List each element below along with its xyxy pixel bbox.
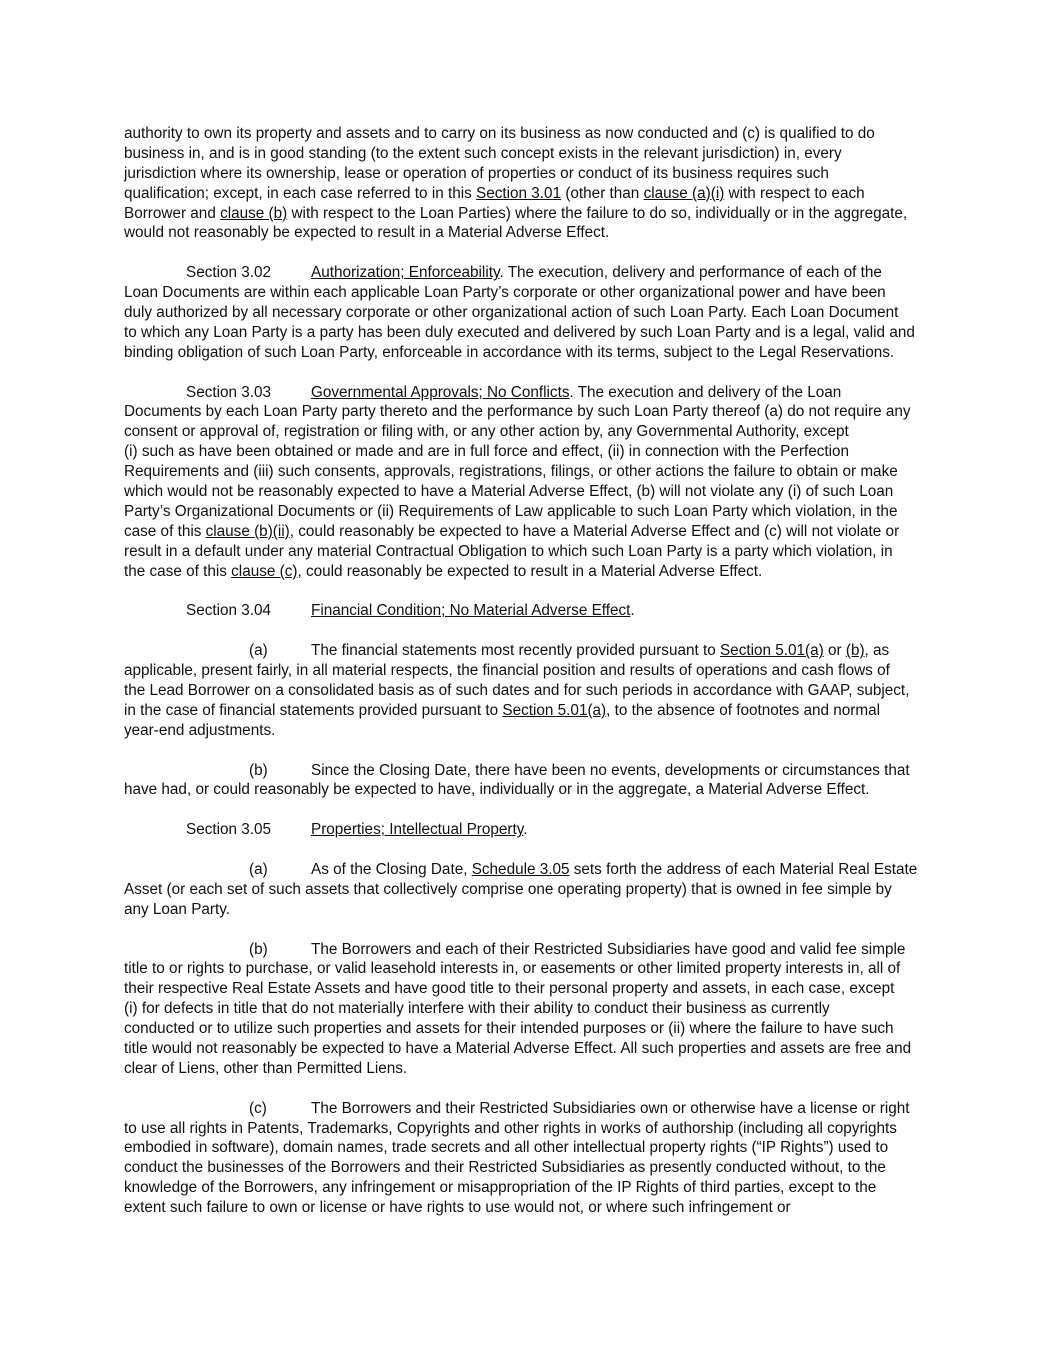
text-run: qualification; except, in each case referred to in this [124,184,477,202]
document-page [124,124,934,1218]
text-line [124,820,934,840]
text-run: title to or rights to purchase, or valid leasehold interests in, or easements or other limited property interests in, all of [124,960,901,978]
line-body [124,702,880,719]
line-body [124,205,907,222]
line-body [124,284,886,301]
cross-reference: clause (b)(ii) [205,522,290,540]
clause-label: (c) [249,1099,267,1117]
section-number: Section 3.03 [186,383,272,401]
cross-reference: Section 3.01 [476,184,562,202]
line-body [124,901,230,918]
text-line [124,1019,934,1039]
line-body [124,980,894,997]
line-body [311,761,910,781]
line-body [311,641,889,661]
text-line [124,402,934,422]
line-body [124,324,915,341]
blank-line [124,920,934,940]
text-line [124,502,934,522]
text-line [124,1178,934,1198]
blank-line [124,741,934,761]
text-run: Borrower and [124,204,221,222]
text-line [124,383,934,403]
text-line [124,1158,934,1178]
line-body [124,463,898,480]
text-run: would not reasonably be expected to result in a Material Adverse Effect. [124,224,610,242]
line-body [124,1199,791,1216]
line-body [124,543,893,560]
line-body [124,344,894,361]
text-line [124,601,934,621]
line-body [124,503,897,520]
line-body [124,1000,830,1017]
text-line [124,1198,934,1218]
blank-line [124,840,934,860]
text-line [124,263,934,283]
text-line [124,999,934,1019]
section-number: Section 3.04 [186,602,272,620]
text-run: the Lead Borrower on a consolidated basis as of such dates and for such periods in accordance with GAAP, subject, [124,681,910,699]
text-line [124,562,934,582]
text-line [124,1039,934,1059]
clause-label: (a) [249,642,268,660]
text-run: Asset (or each set of such assets that collectively comprise one operating property) that is owned in fee simple by [124,880,892,898]
line-body [124,1139,888,1156]
text-line [124,343,934,363]
text-run: authority to own its property and assets and to carry on its business as now conducted and (c) is qualified to do [124,125,875,142]
line-body [124,483,893,500]
text-run: consent or approval of, registration or filing with, or any other action by, any Governmental Authority, except [124,423,849,441]
line-body [124,145,842,162]
line-body [124,1120,897,1137]
line-body [124,722,275,739]
text-line [124,204,934,224]
cross-reference: Properties; Intellectual Property [311,821,524,839]
text-line [124,223,934,243]
text-run: Since the Closing Date, there have been no events, developments or circumstances that [311,761,910,779]
blank-line [124,363,934,383]
text-line [124,900,934,920]
text-run: or [823,642,846,660]
text-run: jurisdiction where its ownership, lease or operation of properties or conduct of its business requires such [124,164,829,182]
text-line [124,144,934,164]
text-run: Documents by each Loan Party party thereto and the performance by such Loan Party thereof (a) do not require any [124,403,911,421]
text-run: which would not be reasonably expected to have a Material Adverse Effect, (b) will not violate any (i) of such Loan [124,483,894,501]
cross-reference: Authorization; Enforceability [311,264,500,282]
clause-label: (b) [249,761,268,779]
line-body [124,1159,886,1176]
text-run: . [523,821,528,839]
text-run: (i) such as have been obtained or made and are in full force and effect, (ii) in connection with the Perfection [124,443,850,461]
line-body [124,423,849,440]
text-line [124,303,934,323]
text-line [124,681,934,701]
text-run: embodied in software), domain names, trade secrets and all other intellectual property rights (“IP Rights”) used to [124,1139,889,1157]
text-run: Loan Documents are within each applicable Loan Party’s corporate or other organizational power and have been [124,284,886,302]
line-body [124,304,898,321]
text-line [124,323,934,343]
line-body [124,1020,894,1037]
blank-line [124,621,934,641]
text-run: in the case of financial statements provided pursuant to [124,701,503,719]
cross-reference: clause (a)(i) [643,184,725,202]
text-line [124,522,934,542]
line-body [124,403,911,420]
clause-label: (b) [249,940,268,958]
text-run: result in a default under any material Contractual Obligation to which such Loan Party is a party which violation, in [124,542,893,560]
text-line [124,880,934,900]
line-body [124,881,892,898]
line-body [124,443,849,460]
text-line [124,1119,934,1139]
line-body [124,125,875,142]
text-line [124,184,934,204]
line-body [311,263,882,283]
text-run: applicable, present fairly, in all material respects, the financial position and results of operations and cash flows of [124,662,890,680]
text-line [124,164,934,184]
text-run: conduct the businesses of the Borrowers and their Restricted Subsidiaries as presently conducted without, to the [124,1159,886,1177]
cross-reference: Section 5.01(a) [502,701,607,719]
line-body [311,940,905,960]
text-run: . The execution, delivery and performance of each of the [499,264,882,282]
text-line [124,701,934,721]
text-line [124,462,934,482]
line-body [124,185,865,202]
line-body [124,960,900,977]
text-run: The Borrowers and each of their Restricted Subsidiaries have good and valid fee simple [311,940,906,958]
text-run: clear of Liens, other than Permitted Liens. [124,1059,408,1077]
text-line [124,641,934,661]
line-body [124,662,890,679]
text-run: to which any Loan Party is a party has been duly executed and delivered by such Loan Party and is a legal, valid and [124,323,915,341]
text-run: to use all rights in Patents, Trademarks, Copyrights and other rights in works of authorship (including all copyrights [124,1119,897,1137]
line-body [124,1060,407,1077]
cross-reference: clause (b) [220,204,288,222]
line-body [124,781,869,798]
cross-reference: clause (c) [231,562,298,580]
text-run: knowledge of the Borrowers, any infringement or misappropriation of the IP Rights of third parties, except to the [124,1179,877,1197]
text-run: , could reasonably be expected to result in a Material Adverse Effect. [297,562,763,580]
text-run: , to the absence of footnotes and normal [606,701,880,719]
text-line [124,422,934,442]
text-line [124,979,934,999]
text-run: have had, or could reasonably be expected to have, individually or in the aggregate, a Material Adverse Effect. [124,781,870,799]
text-run: (other than [561,184,644,202]
text-line [124,1099,934,1119]
text-run: (i) for defects in title that do not materially interfere with their ability to conduct their business as currently [124,1000,830,1018]
blank-line [124,243,934,263]
blank-line [124,581,934,601]
line-body [311,1099,910,1119]
line-body [124,682,909,699]
cross-reference: Schedule 3.05 [471,860,570,878]
text-run: The Borrowers and their Restricted Subsidiaries own or otherwise have a license or right [311,1099,910,1117]
text-line [124,959,934,979]
text-run: the case of this [124,562,232,580]
cross-reference: Financial Condition; No Material Adverse Effect [311,602,631,620]
text-run: year-end adjustments. [124,721,276,739]
text-line [124,1059,934,1079]
line-body [311,820,528,840]
text-line [124,124,934,144]
text-line [124,442,934,462]
cross-reference: Governmental Approvals; No Conflicts [311,383,570,401]
text-line [124,761,934,781]
line-body [124,165,829,182]
text-line [124,780,934,800]
line-body [311,601,635,621]
text-line [124,940,934,960]
line-body [124,523,899,540]
text-line [124,482,934,502]
text-run: binding obligation of such Loan Party, enforceable in accordance with its terms, subject to the Legal Reservations. [124,343,895,361]
text-line [124,283,934,303]
line-body [311,383,841,403]
line-body [124,1040,911,1057]
text-run: . [630,602,635,620]
clause-label: (a) [249,860,268,878]
text-run: duly authorized by all necessary corporate or other organizational action of such Loan Party. Each Loan Document [124,304,899,322]
text-line [124,661,934,681]
section-number: Section 3.05 [186,821,272,839]
text-run: conducted or to utilize such properties and assets for their intended purposes or (ii) where the failure to have such [124,1020,894,1038]
section-number: Section 3.02 [186,264,272,282]
text-run: . The execution and delivery of the Loan [569,383,842,401]
text-run: with respect to each [724,184,865,202]
text-run: business in, and is in good standing (to the extent such concept exists in the relevant jurisdiction) in, every [124,144,842,162]
text-line [124,542,934,562]
line-body [124,224,609,241]
text-line [124,1138,934,1158]
text-run: , could reasonably be expected to have a Material Adverse Effect and (c) will not violate or [289,522,900,540]
blank-line [124,1079,934,1099]
cross-reference: Section 5.01(a) [719,642,824,660]
text-run: their respective Real Estate Assets and have good title to their personal property and assets, in each case, except [124,980,895,998]
text-run: As of the Closing Date, [311,860,472,878]
text-run: The financial statements most recently provided pursuant to [311,642,720,660]
text-run: Party’s Organizational Documents or (ii) Requirements of Law applicable to such Loan Party which violation, in the [124,502,898,520]
blank-line [124,800,934,820]
cross-reference: (b) [845,642,865,660]
text-run: Requirements and (iii) such consents, approvals, registrations, filings, or other actions the failure to obtain or make [124,463,898,481]
line-body [311,860,917,880]
text-run: case of this [124,522,206,540]
text-run: with respect to the Loan Parties) where the failure to do so, individually or in the aggregate, [287,204,908,222]
text-line [124,721,934,741]
text-run: , as [864,642,890,660]
text-line [124,860,934,880]
text-run: title would not reasonably be expected to have a Material Adverse Effect. All such properties and assets are free and [124,1039,912,1057]
text-run: sets forth the address of each Material Real Estate [569,860,918,878]
text-run: extent such failure to own or license or have rights to use would not, or where such infringement or [124,1199,791,1217]
line-body [124,1179,876,1196]
text-run: any Loan Party. [124,900,231,918]
line-body [124,563,762,580]
